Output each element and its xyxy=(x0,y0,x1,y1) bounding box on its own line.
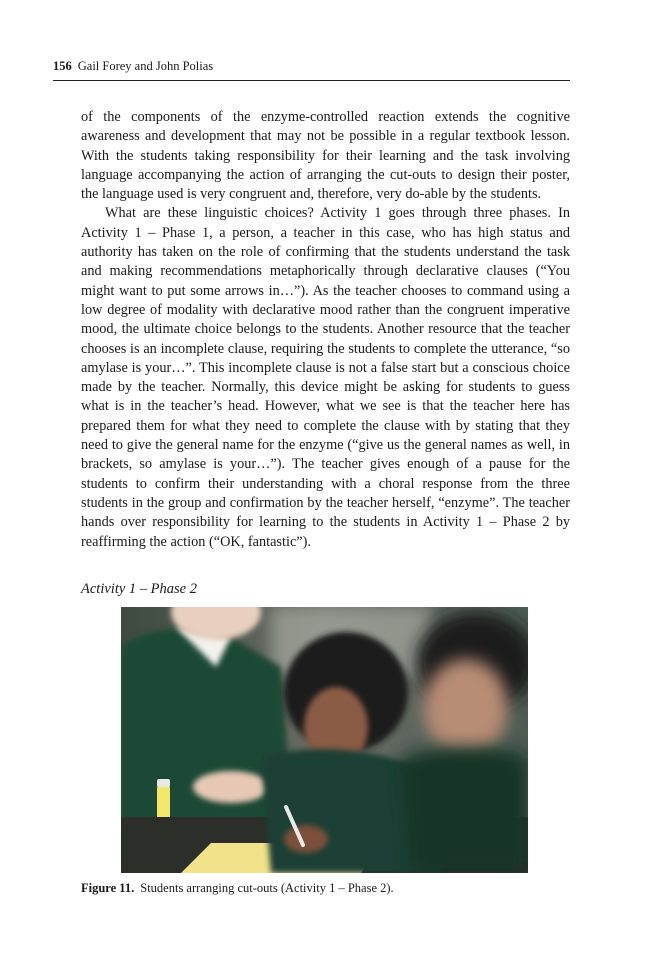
page-number: 156 xyxy=(53,59,72,73)
figure-caption-text: Students arranging cut-outs (Activity 1 – Phase 2). xyxy=(140,881,394,895)
figure-label: Figure 11. xyxy=(81,881,135,895)
classroom-photo-illustration xyxy=(121,607,528,873)
figure-caption xyxy=(81,880,394,896)
paragraph-1: of the components of the enzyme-controlled reaction extends the cognitive awareness and development that may not be possible in a regular textbook lesson. With the students taking responsibility for their learning and the task involving language accompanying the action of arranging the cut-outs to design their poster, the language used is very congruent and, therefore, very do-able by the students. xyxy=(81,109,570,203)
body-text xyxy=(81,108,570,552)
section-heading: Activity 1 – Phase 2 xyxy=(81,581,197,597)
figure-photo xyxy=(121,607,528,873)
paragraph-2: What are these linguistic choices? Activity 1 goes through three phases. In Activity 1 – Phase 1, a person, a teacher in this case, who has high status and authority has taken on the role of confirming that the students understand the task and making recommendations metaphorically through declarative clauses (“You might want to put some arrows in…”). As the teacher chooses to command using a low degree of modality with declarative mood rather than the congruent imperative mood, the ultimate choice belongs to the students. Another resource that the teacher chooses is an incomplete clause, requiring the students to complete the utterance, “so amylase is your…”. This incomplete clause is not a false start but a conscious choice made by the teacher. Normally, this device might be asking for students to guess what is in the teacher’s head. However, what we see is that the teacher here has prepared them for what they need to complete the clause with by stating that they need to give the general name for the enzyme (“give us the general names as well, in brackets, so amylase is your…”). The teacher gives enough of a pause for the students to confirm their understanding with a choral response from the three students in the group and confirmation by the teacher herself, “enzyme”. The teacher hands over responsibility for learning to the students in Activity 1 – Phase 2 by reaffirming the action (“OK, fantastic”). xyxy=(81,205,570,550)
running-head xyxy=(53,58,570,81)
author-names: Gail Forey and John Polias xyxy=(77,59,214,73)
